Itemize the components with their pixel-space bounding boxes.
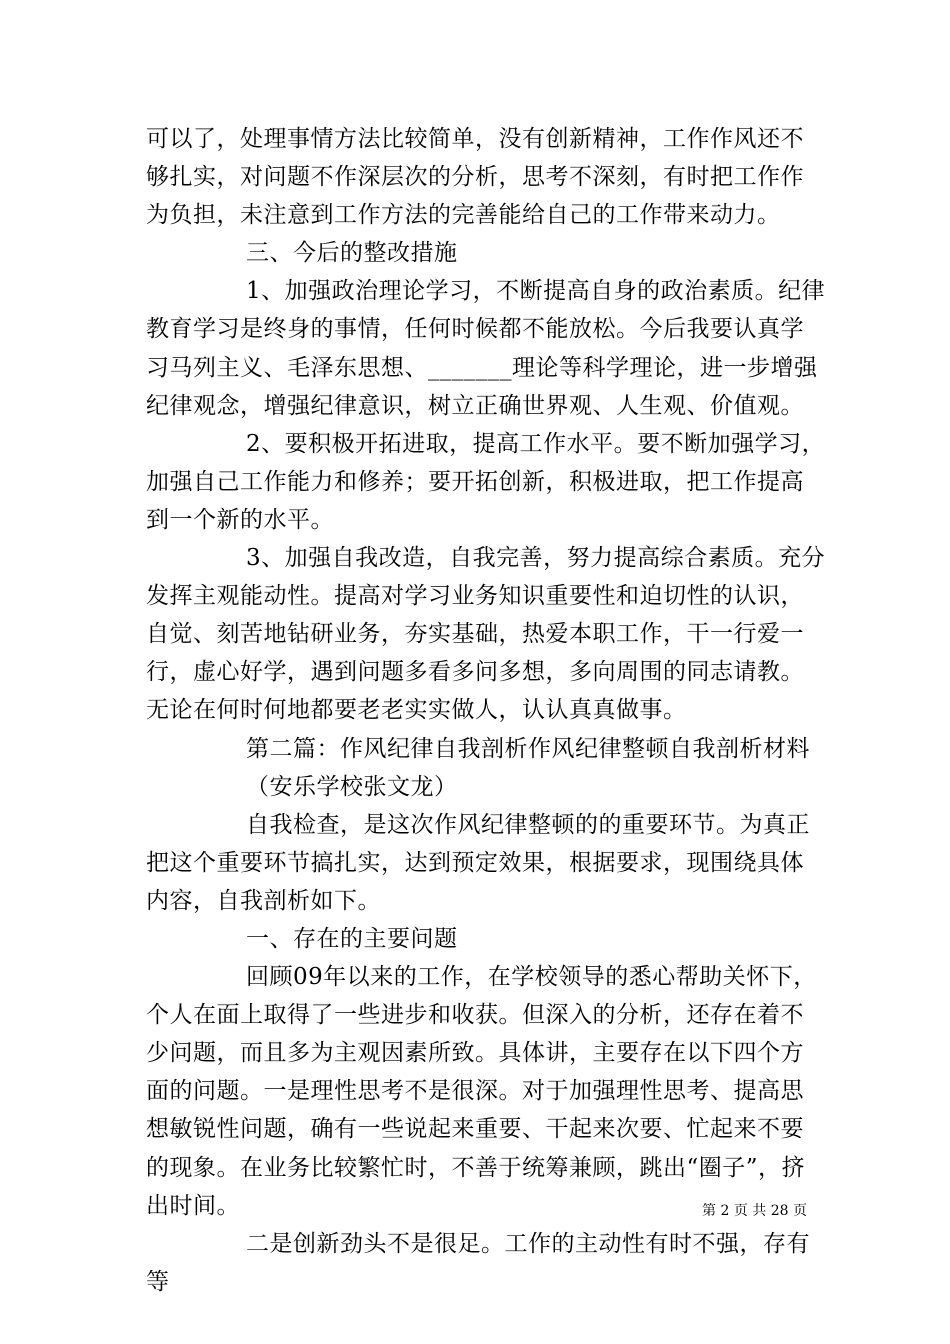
paragraph-continuation: 可以了，处理事情方法比较简单，没有创新精神，工作作风还不够扎实，对问题不作深层次的分析，思考不深刻，有时把工作作为负担，未注意到工作方法的完善能给自己的工作带来动力。 (146, 126, 804, 229)
author-line: （安乐学校张文龙） (246, 773, 458, 800)
paragraph-measure-2: 2、要积极开拓进取，提高工作水平。要不断加强学习，加强自己工作能力和修养；要开拓创新，积极进取，把工作提高到一个新的水平。 (146, 430, 826, 533)
paragraph-review: 回顾09年以来的工作，在学校领导的悉心帮助关怀下，个人在面上取得了一些进步和收获。但深入的分析，还存在着不少问题，而且多为主观因素所致。具体讲，主要存在以下四个方面的问题。一是理性思考不是很深。对于加强理性思考、提高思想敏锐性问题，确有一些说起来重要、干起来次要、忙起来不要的现象。在业务比较繁忙时，不善于统筹兼顾，跳出“圈子”，挤出时间。 (146, 964, 817, 1219)
paragraph-measure-3: 3、加强自我改造，自我完善，努力提高综合素质。充分发挥主观能动性。提高对学习业务知识重要性和迫切性的认识，自觉、刻苦地钻研业务，夯实基础，热爱本职工作，干一行爱一行，虚心好学，遇到问题多看多问多想，多向周围的同志请教。无论在何时何地都要老老实实做人，认认真真做事。 (146, 545, 826, 724)
chapter-title: 第二篇：作风纪律自我剖析作风纪律整顿自我剖析材料 (246, 735, 810, 762)
paragraph-intro: 自我检查，是这次作风纪律整顿的的重要环节。为真正把这个重要环节搞扎实，达到预定效果，根据要求，现围绕具体内容，自我剖析如下。 (146, 811, 810, 914)
page-number: 第 2 页 共 28 页 (702, 1203, 807, 1219)
document-body (146, 120, 826, 1301)
section-heading-rectification: 三、今后的整改措施 (246, 240, 458, 267)
paragraph-innovation: 二是创新劲头不是很足。工作的主动性有时不强，存有等 (146, 1230, 810, 1295)
paragraph-measure-1: 1、加强政治理论学习，不断提高自身的政治素质。纪律教育学习是终身的事情，任何时候都不能放松。今后我要认真学习马列主义、毛泽东思想、_______理论等科学理论，进一步增强纪律观念，增强纪律意识，树立正确世界观、人生观、价值观。 (146, 278, 826, 419)
section-heading-problems: 一、存在的主要问题 (246, 925, 458, 952)
